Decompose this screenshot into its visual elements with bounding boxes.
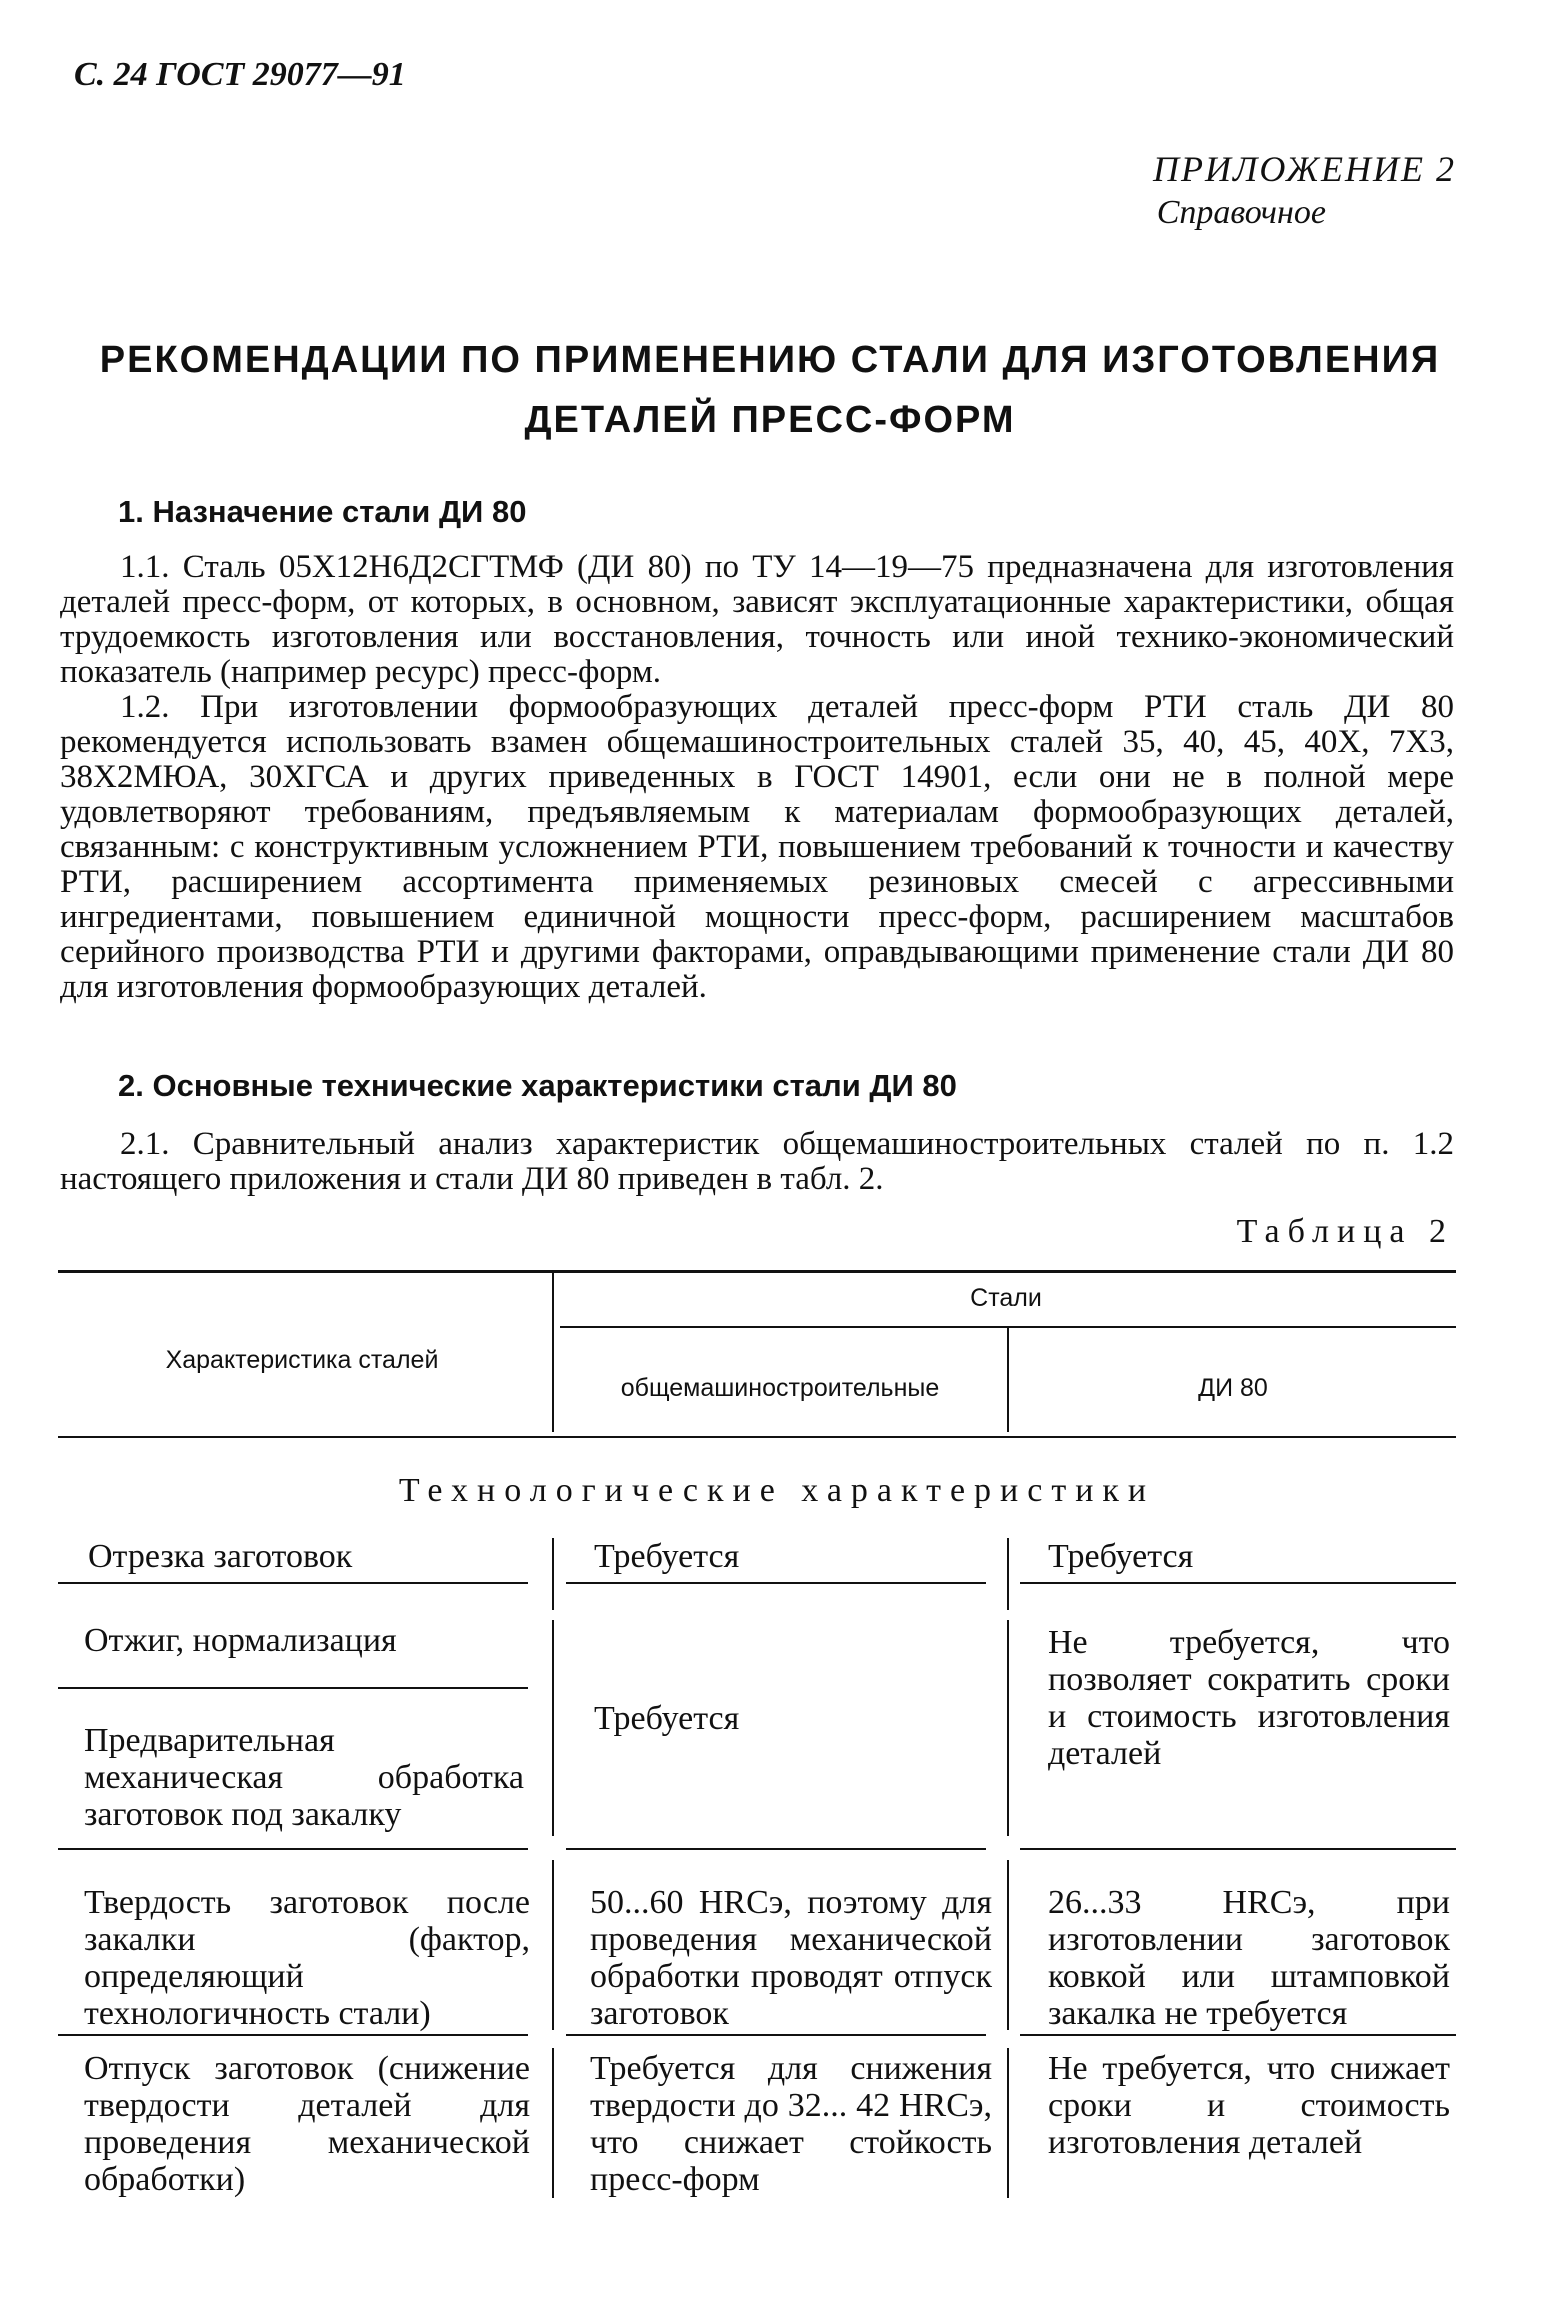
cell-di80: Не требуется, что позволяет сократить сроки и стоимость изготовления деталей <box>1048 1624 1450 1772</box>
cell-general: Требуется <box>594 1700 740 1737</box>
cell-characteristic: Отжиг, нормализация <box>84 1622 397 1659</box>
row-rule <box>566 1848 986 1850</box>
cell-characteristic: Отпуск заготовок (снижение твердости деталей для проведения механической обработки) <box>84 2050 530 2198</box>
cell-characteristic: Твердость заготовок после закалки (фактор, определяющий технологичность стали) <box>84 1884 530 2032</box>
row-rule <box>1020 1582 1456 1584</box>
row-rule <box>1020 1848 1456 1850</box>
paragraph-1-1: 1.1. Сталь 05Х12Н6Д2СГТМФ (ДИ 80) по ТУ 14—19—75 предназначена для изготовления деталей пресс-форм, от которых, в основном, зависят эксплуатационные характеристики, общая трудоемкость изготовления или восстановления, точность или иной технико-экономический показатель (например ресурс) пресс-форм. <box>60 549 1454 690</box>
body-divider-a3 <box>552 1860 554 2030</box>
body-divider-b4 <box>1007 2048 1009 2198</box>
row-rule <box>58 1848 528 1850</box>
page-header: С. 24 ГОСТ 29077—91 <box>74 56 406 93</box>
cell-general: Требуется для снижения твердости до 32... 42 HRCэ, что снижает стойкость пресс-форм <box>590 2050 992 2198</box>
body-divider-b1 <box>1007 1538 1009 1610</box>
section-1-text <box>60 550 1454 1005</box>
appendix-label: ПРИЛОЖЕНИЕ 2 <box>1153 149 1456 189</box>
cell-di80: 26...33 HRCэ, при изготовлении заготовок ковкой или штамповкой закалка не требуется <box>1048 1884 1450 2032</box>
row-rule <box>58 1582 528 1584</box>
header-divider-1 <box>552 1272 554 1432</box>
row-rule <box>58 2034 528 2036</box>
body-divider-a2 <box>552 1620 554 1836</box>
row-rule <box>566 1582 986 1584</box>
header-general: общемашиностроительные <box>620 1374 940 1402</box>
body-divider-b2 <box>1007 1620 1009 1836</box>
table-caption: Таблица 2 <box>1236 1213 1454 1250</box>
title-line-1: РЕКОМЕНДАЦИИ ПО ПРИМЕНЕНИЮ СТАЛИ ДЛЯ ИЗГОТОВЛЕНИЯ <box>99 339 1441 381</box>
section-2-text <box>60 1127 1454 1197</box>
header-divider-2 <box>1007 1328 1009 1432</box>
cell-di80: Требуется <box>1048 1538 1194 1575</box>
section-2-heading: 2. Основные технические характеристики стали ДИ 80 <box>118 1068 957 1103</box>
paragraph-1-2: 1.2. При изготовлении формообразующих деталей пресс-форм РТИ сталь ДИ 80 рекомендуется использовать взамен общемашиностроительных сталей 35, 40, 45, 40Х, 7Х3, 38Х2МЮА, 30ХГСА и других приведенных в ГОСТ 14901, если они не в полной мере удовлетворяют требованиям, предъявляемым к материалам формообразующих деталей, связанным: с конструктивным усложнением РТИ, повышением требований к точности и качеству РТИ, расширением ассортимента применяемых резиновых смесей с агрессивными ингредиентами, повышением единичной мощности пресс-форм, расширением масштабов серийного производства РТИ и другими факторами, оправдывающими применение стали ДИ 80 для изготовления формообразующих деталей. <box>60 689 1454 1005</box>
row-rule <box>1020 2034 1456 2036</box>
body-divider-a1 <box>552 1538 554 1610</box>
cell-general: 50...60 HRCэ, поэтому для проведения механической обработки проводят отпуск заготовок <box>590 1884 992 2032</box>
appendix-type: Справочное <box>1156 194 1326 231</box>
row-rule <box>58 1687 528 1689</box>
header-bottom-rule <box>58 1436 1456 1438</box>
cell-characteristic: Отрезка заготовок <box>88 1538 353 1575</box>
header-steels: Стали <box>970 1284 1042 1312</box>
cell-characteristic: Предварительная механическая обработка заготовок под закалку <box>84 1722 524 1833</box>
title-line-2: ДЕТАЛЕЙ ПРЕСС-ФОРМ <box>524 399 1016 441</box>
header-characteristic: Характеристика сталей <box>165 1346 439 1374</box>
header-di80: ДИ 80 <box>1198 1374 1268 1402</box>
section-1-heading: 1. Назначение стали ДИ 80 <box>118 494 527 529</box>
body-divider-b3 <box>1007 1860 1009 2030</box>
cell-general: Требуется <box>594 1538 740 1575</box>
paragraph-2-1: 2.1. Сравнительный анализ характеристик общемашиностроительных сталей по п. 1.2 настоящего приложения и стали ДИ 80 приведен в табл. 2. <box>60 1126 1454 1197</box>
table-subhead: Технологические характеристики <box>398 1472 1156 1509</box>
body-divider-a4 <box>552 2048 554 2198</box>
cell-di80: Не требуется, что снижает сроки и стоимость изготовления деталей <box>1048 2050 1450 2161</box>
row-rule <box>566 2034 986 2036</box>
table-top-rule <box>58 1270 1456 1273</box>
document-title <box>90 330 1450 450</box>
